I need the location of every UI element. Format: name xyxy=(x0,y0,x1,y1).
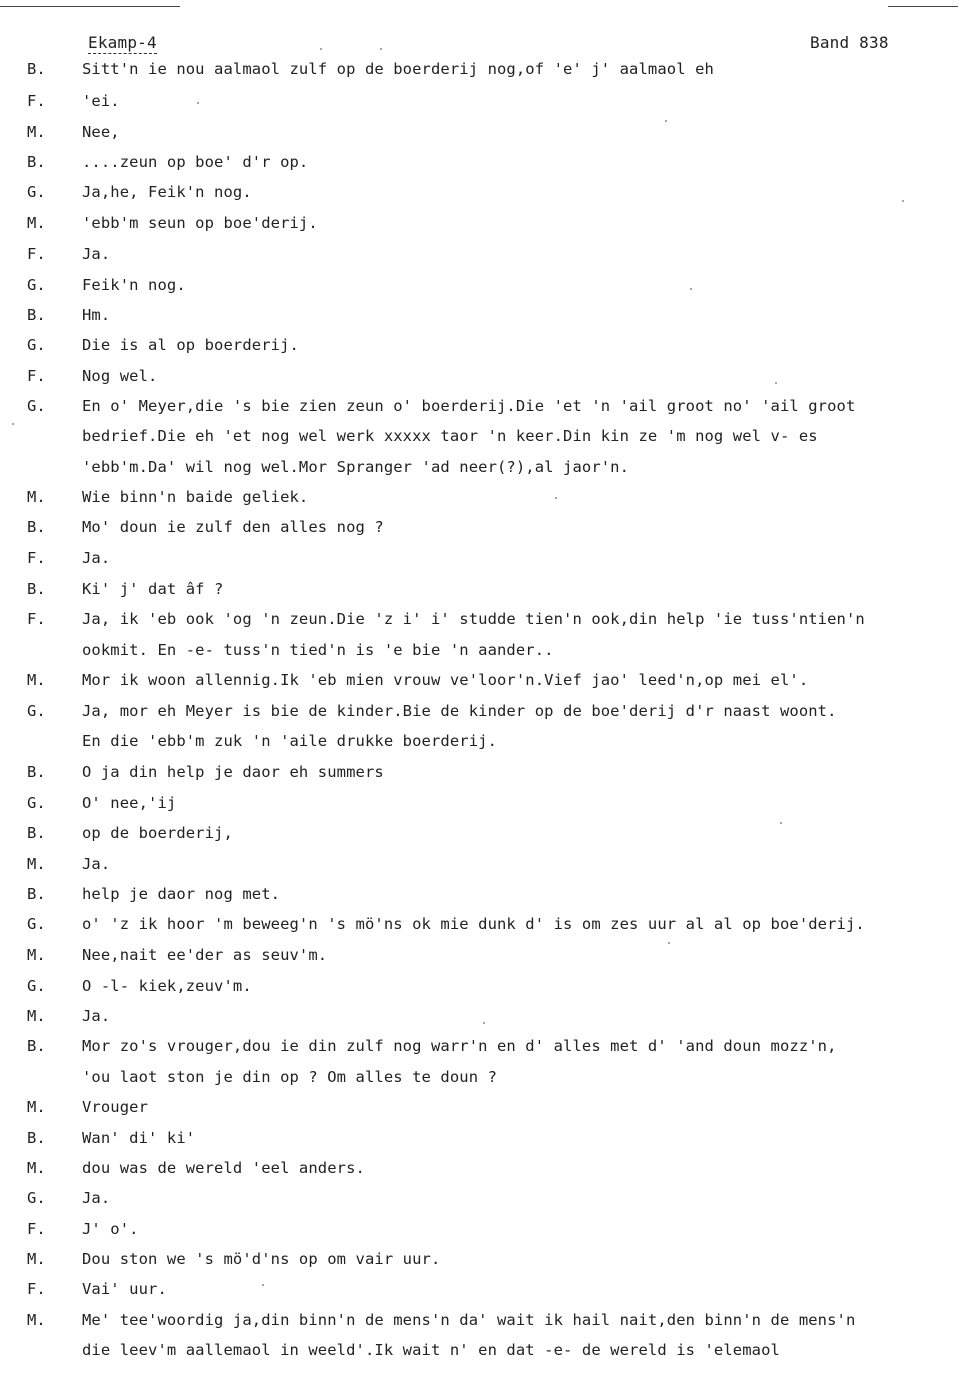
speck xyxy=(262,1284,264,1286)
transcript-line xyxy=(0,123,966,147)
transcript-line xyxy=(0,855,966,879)
transcript-line xyxy=(0,732,966,756)
utterance-text: 'ebb'm seun op boe'derij. xyxy=(82,214,318,232)
transcript-line xyxy=(0,641,966,665)
utterance-text: Ja, ik 'eb ook 'og 'n zeun.Die 'z i' i' studde tien'n ook,din help 'ie tuss'ntien'n xyxy=(82,610,865,628)
speck xyxy=(12,423,14,425)
utterance-text: En die 'ebb'm zuk 'n 'aile drukke boerderij. xyxy=(82,732,497,750)
transcript-line xyxy=(0,1129,966,1153)
transcript-line xyxy=(0,702,966,726)
speaker-label: M. xyxy=(27,123,46,141)
speaker-label: F. xyxy=(27,549,46,567)
transcript-line xyxy=(0,915,966,939)
transcript-line xyxy=(0,610,966,634)
speaker-label: B. xyxy=(27,1037,46,1055)
utterance-text: O ja din help je daor eh summers xyxy=(82,763,384,781)
transcript-line xyxy=(0,763,966,787)
speck xyxy=(665,120,667,122)
speck xyxy=(320,48,322,50)
speaker-label: B. xyxy=(27,763,46,781)
transcript-line xyxy=(0,580,966,604)
speaker-label: M. xyxy=(27,946,46,964)
speaker-label: G. xyxy=(27,276,46,294)
utterance-text: Nee,nait ee'der as seuv'm. xyxy=(82,946,328,964)
speaker-label: F. xyxy=(27,92,46,110)
utterance-text: 'ou laot ston je din op ? Om alles te doun ? xyxy=(82,1068,497,1086)
speaker-label: M. xyxy=(27,214,46,232)
transcript-line xyxy=(0,92,966,116)
transcript-line xyxy=(0,885,966,909)
transcript-line xyxy=(0,458,966,482)
speaker-label: G. xyxy=(27,794,46,812)
speaker-label: G. xyxy=(27,1189,46,1207)
speaker-label: M. xyxy=(27,1098,46,1116)
utterance-text: Ki' j' dat âf ? xyxy=(82,580,224,598)
transcript-line xyxy=(0,824,966,848)
speaker-label: B. xyxy=(27,306,46,324)
utterance-text: Sitt'n ie nou aalmaol zulf op de boerderij nog,of 'e' j' aalmaol eh xyxy=(82,60,714,78)
speck xyxy=(775,382,777,384)
speaker-label: G. xyxy=(27,702,46,720)
utterance-text: Ja, mor eh Meyer is bie de kinder.Bie de kinder op de boe'derij d'r naast woont. xyxy=(82,702,837,720)
utterance-text: Ja,he, Feik'n nog. xyxy=(82,183,252,201)
utterance-text: ookmit. En -e- tuss'n tied'n is 'e bie 'n aander.. xyxy=(82,641,554,659)
transcript-line xyxy=(0,1068,966,1092)
speck xyxy=(780,822,782,824)
speaker-label: G. xyxy=(27,336,46,354)
speaker-label: B. xyxy=(27,518,46,536)
speaker-label: M. xyxy=(27,1159,46,1177)
speck xyxy=(483,1022,485,1024)
utterance-text: Dou ston we 's mö'd'ns op om vair uur. xyxy=(82,1250,441,1268)
transcript-line xyxy=(0,794,966,818)
speaker-label: F. xyxy=(27,1280,46,1298)
transcript-line xyxy=(0,1037,966,1061)
transcript-line xyxy=(0,214,966,238)
speaker-label: M. xyxy=(27,671,46,689)
speaker-label: F. xyxy=(27,1220,46,1238)
transcript-line xyxy=(0,1280,966,1304)
speaker-label: F. xyxy=(27,245,46,263)
transcript-line xyxy=(0,245,966,269)
transcript-line xyxy=(0,306,966,330)
transcript-line xyxy=(0,367,966,391)
utterance-text: Mo' doun ie zulf den alles nog ? xyxy=(82,518,384,536)
transcript-line xyxy=(0,183,966,207)
tape-number: Band 838 xyxy=(810,33,889,52)
utterance-text: Nog wel. xyxy=(82,367,158,385)
speck xyxy=(902,200,904,202)
utterance-text: En o' Meyer,die 's bie zien zeun o' boerderij.Die 'et 'n 'ail groot no' 'ail groot xyxy=(82,397,856,415)
utterance-text: 'ebb'm.Da' wil nog wel.Mor Spranger 'ad neer(?),al jaor'n. xyxy=(82,458,630,476)
utterance-text: Hm. xyxy=(82,306,111,324)
transcript-line xyxy=(0,946,966,970)
transcript-line xyxy=(0,549,966,573)
document-id: Ekamp-4 xyxy=(88,33,157,52)
transcript-line xyxy=(0,397,966,421)
utterance-text: Wan' di' ki' xyxy=(82,1129,196,1147)
utterance-text: Ja. xyxy=(82,549,111,567)
transcript-line xyxy=(0,1098,966,1122)
utterance-text: Vai' uur. xyxy=(82,1280,167,1298)
transcript-line xyxy=(0,60,966,84)
transcript-line xyxy=(0,1341,966,1365)
speaker-label: M. xyxy=(27,1250,46,1268)
speck xyxy=(380,48,382,50)
utterance-text: dou was de wereld 'eel anders. xyxy=(82,1159,365,1177)
transcript-line xyxy=(0,276,966,300)
speaker-label: G. xyxy=(27,915,46,933)
utterance-text: ....zeun op boe' d'r op. xyxy=(82,153,309,171)
speaker-label: M. xyxy=(27,1007,46,1025)
utterance-text: Nee, xyxy=(82,123,120,141)
transcript-line xyxy=(0,1159,966,1183)
utterance-text: o' 'z ik hoor 'm beweeg'n 's mö'ns ok mie dunk d' is om zes uur al al op boe'derij. xyxy=(82,915,865,933)
transcript-line xyxy=(0,1007,966,1031)
transcript-line xyxy=(0,336,966,360)
transcript-line xyxy=(0,153,966,177)
utterance-text: Mor zo's vrouger,dou ie din zulf nog warr'n en d' alles met d' 'and doun mozz'n, xyxy=(82,1037,837,1055)
speaker-label: B. xyxy=(27,824,46,842)
utterance-text: op de boerderij, xyxy=(82,824,233,842)
transcript-line xyxy=(0,1311,966,1335)
speaker-label: G. xyxy=(27,183,46,201)
speaker-label: M. xyxy=(27,855,46,873)
speck xyxy=(555,497,557,499)
transcript-line xyxy=(0,427,966,451)
speaker-label: F. xyxy=(27,367,46,385)
speaker-label: B. xyxy=(27,580,46,598)
speck xyxy=(690,288,692,290)
transcript-line xyxy=(0,518,966,542)
speck xyxy=(668,942,670,944)
utterance-text: help je daor nog met. xyxy=(82,885,281,903)
utterance-text: 'ei. xyxy=(82,92,120,110)
speaker-label: B. xyxy=(27,60,46,78)
utterance-text: Me' tee'woordig ja,din binn'n de mens'n da' wait ik hail nait,den binn'n de mens'n xyxy=(82,1311,856,1329)
transcript-line xyxy=(0,1189,966,1213)
utterance-text: Mor ik woon allennig.Ik 'eb mien vrouw ve'loor'n.Vief jao' leed'n,op mei el'. xyxy=(82,671,809,689)
speck xyxy=(197,102,199,104)
utterance-text: J' o'. xyxy=(82,1220,139,1238)
speaker-label: B. xyxy=(27,885,46,903)
speaker-label: G. xyxy=(27,977,46,995)
utterance-text: Wie binn'n baide geliek. xyxy=(82,488,309,506)
utterance-text: Ja. xyxy=(82,855,111,873)
utterance-text: Die is al op boerderij. xyxy=(82,336,299,354)
speaker-label: G. xyxy=(27,397,46,415)
speaker-label: B. xyxy=(27,153,46,171)
speaker-label: M. xyxy=(27,488,46,506)
utterance-text: Feik'n nog. xyxy=(82,276,186,294)
utterance-text: Vrouger xyxy=(82,1098,149,1116)
speaker-label: B. xyxy=(27,1129,46,1147)
transcript-line xyxy=(0,671,966,695)
utterance-text: O' nee,'ij xyxy=(82,794,177,812)
speaker-label: F. xyxy=(27,610,46,628)
transcript-line xyxy=(0,1220,966,1244)
utterance-text: Ja. xyxy=(82,1189,111,1207)
transcript-line xyxy=(0,977,966,1001)
utterance-text: Ja. xyxy=(82,1007,111,1025)
utterance-text: die leev'm aallemaol in weeld'.Ik wait n' en dat -e- de wereld is 'elemaol xyxy=(82,1341,780,1359)
transcript-line xyxy=(0,1250,966,1274)
speaker-label: M. xyxy=(27,1311,46,1329)
utterance-text: Ja. xyxy=(82,245,111,263)
transcript-line xyxy=(0,488,966,512)
utterance-text: O -l- kiek,zeuv'm. xyxy=(82,977,252,995)
utterance-text: bedrief.Die eh 'et nog wel werk xxxxx taor 'n keer.Din kin ze 'm nog wel v- es xyxy=(82,427,818,445)
